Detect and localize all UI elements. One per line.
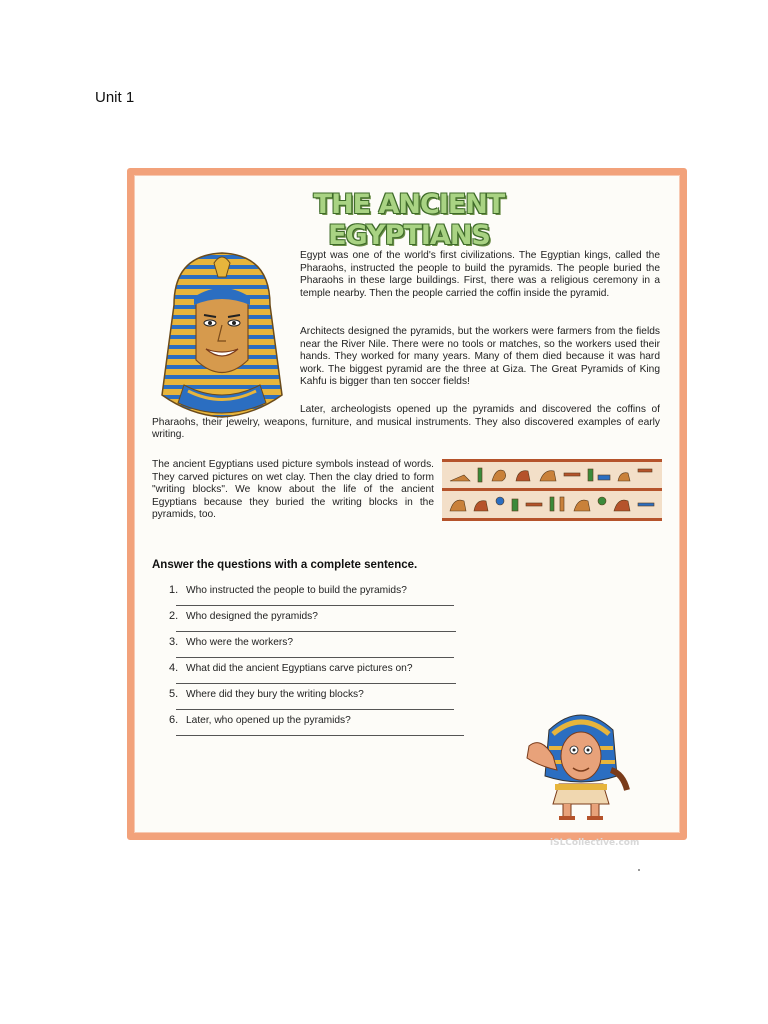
question-number: 1. (169, 584, 179, 596)
worksheet-title: THE ANCIENT EGYPTIANS (313, 189, 505, 251)
question-item (169, 584, 469, 610)
unit-label: Unit 1 (95, 89, 135, 106)
answer-line[interactable] (176, 683, 456, 684)
question-text: What did the ancient Egyptians carve pictures on? (186, 663, 413, 674)
instructions: Answer the questions with a complete sentence. (152, 559, 418, 571)
pharaoh-mask-illustration (154, 245, 289, 425)
question-number: 2. (169, 610, 179, 622)
question-item (169, 610, 469, 636)
question-item (169, 636, 469, 662)
question-text: Who instructed the people to build the pyramids? (186, 585, 407, 596)
intro-paragraph: Egypt was one of the world's first civilizations. The Egyptian kings, called the Pharaohs, instructed the people to build the pyramids. The people buried the Pharaohs in these large buildings. First, there was a religious ceremony in a temple nearby. Then the people carried the coffin inside the pyramid. (300, 250, 660, 299)
stray-mark (638, 869, 640, 871)
answer-line[interactable] (176, 605, 454, 606)
question-text: Later, who opened up the pyramids? (186, 715, 351, 726)
answer-line[interactable] (176, 657, 454, 658)
question-text: Where did they bury the writing blocks? (186, 689, 364, 700)
question-text: Who designed the pyramids? (186, 611, 318, 622)
question-item (169, 714, 469, 740)
worksheet-frame (127, 168, 687, 840)
question-item (169, 688, 469, 714)
credit-watermark: iSLCollective.com (550, 838, 640, 848)
writing-paragraph: The ancient Egyptians used picture symbols instead of words. They carved pictures on wet clay. Then the clay dried to form "writing blocks". We know about the life of the ancient Egyptians because they buried the writing blocks in the pyramids, too. (152, 459, 434, 521)
question-number: 4. (169, 662, 179, 674)
answer-line[interactable] (176, 709, 454, 710)
answer-line[interactable] (176, 735, 464, 736)
question-number: 6. (169, 714, 179, 726)
architects-paragraph: Architects designed the pyramids, but the workers were farmers from the fields near the River Nile. There were no tools or matches, so the workers used their hands. They worked for many years. Many of them died because it was hard work. The biggest pyramid are the three at Giza. The Great Pyramids of King Kahfu is bigger than ten soccer fields! (300, 326, 660, 388)
question-item (169, 662, 469, 688)
archeologists-paragraph: Later, archeologists opened up the pyramids and discovered the coffins of Pharaohs, their jewelry, weapons, furniture, and musical instruments. They also discovered examples of early writing. (152, 404, 660, 441)
question-list (169, 584, 469, 740)
question-number: 3. (169, 636, 179, 648)
question-number: 5. (169, 688, 179, 700)
hieroglyphs-illustration (442, 459, 662, 521)
question-text: Who were the workers? (186, 637, 294, 648)
answer-line[interactable] (176, 631, 456, 632)
cartoon-pharaoh-illustration (519, 700, 644, 825)
